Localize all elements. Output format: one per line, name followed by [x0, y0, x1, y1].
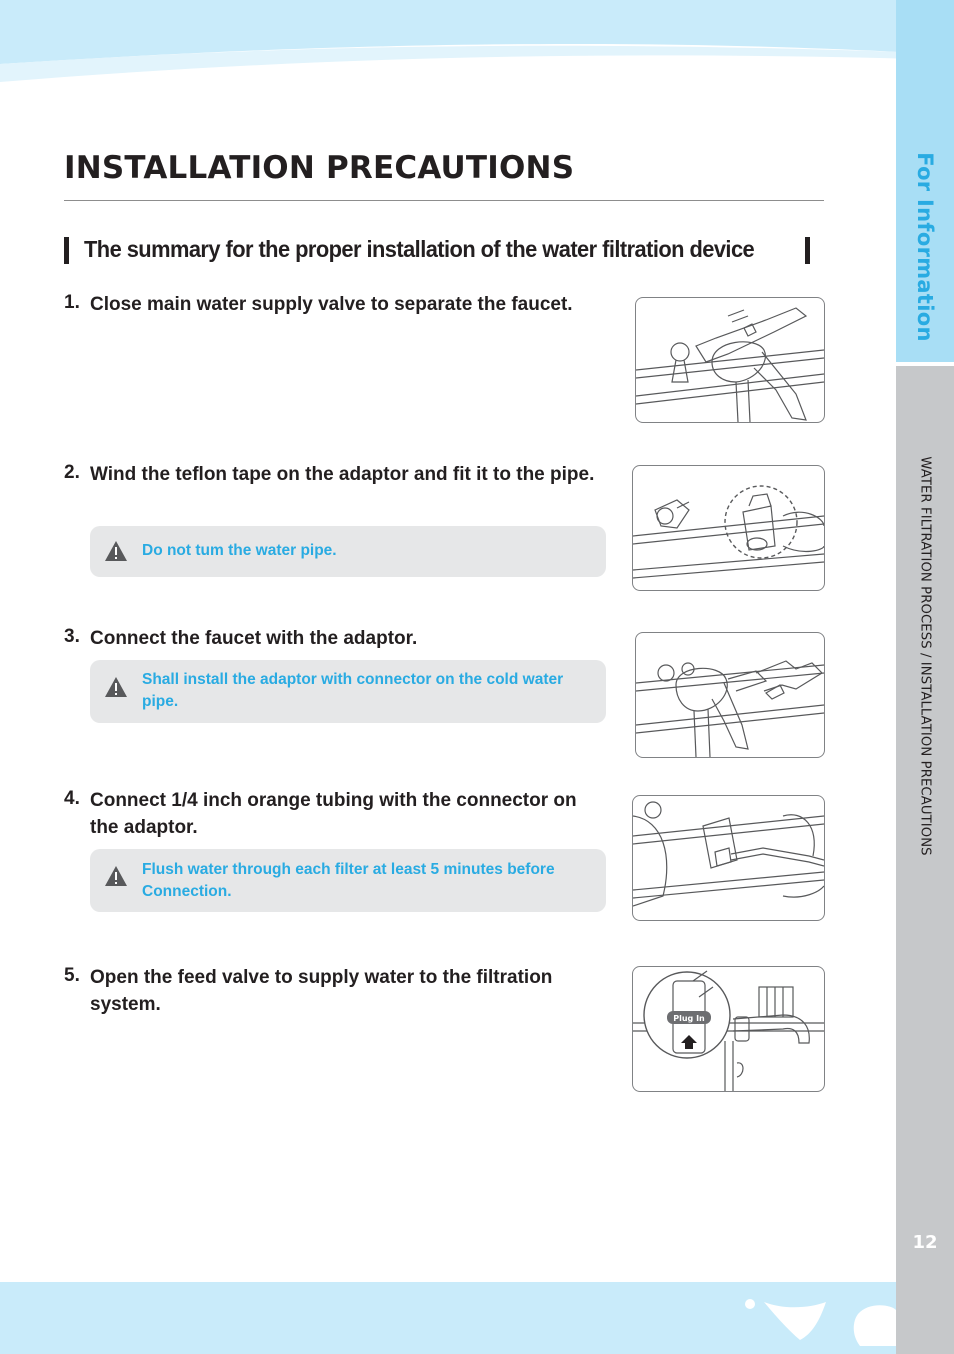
subtitle-bar-right — [805, 237, 810, 264]
step-4-note — [90, 849, 606, 912]
sidebar-section-label — [902, 392, 948, 920]
step-2-note — [90, 526, 606, 577]
sidebar-tab-text: For Information — [913, 152, 937, 342]
step-3-note-text: Shall install the adaptor with connector on the cold water pipe. — [142, 671, 564, 710]
step-1-text: Close main water supply valve to separate the faucet. — [90, 294, 573, 315]
step-2-illustration — [632, 465, 825, 591]
feed-valve-icon — [633, 967, 824, 1091]
step-3-number: 3. — [64, 626, 80, 647]
warning-triangle-icon — [104, 540, 128, 562]
adaptor-teflon-icon — [633, 466, 824, 590]
section-subtitle: The summary for the proper installation of the water filtration device — [84, 236, 755, 262]
step-4-note-text: Flush water through each filter at least 5 minutes before Connection. — [142, 861, 555, 900]
step-4-number: 4. — [64, 788, 80, 809]
faucet-adaptor-icon — [636, 633, 824, 757]
water-drop-decoration — [740, 1290, 896, 1346]
step-1-illustration — [635, 297, 825, 423]
step-5-illustration — [632, 966, 825, 1092]
step-5-text: Open the feed valve to supply water to the filtration system. — [90, 967, 553, 1015]
subtitle-bar-left — [64, 237, 69, 264]
faucet-wrench-icon — [636, 298, 824, 422]
page-number: 12 — [912, 1232, 938, 1253]
step-2-text: Wind the teflon tape on the adaptor and fit it to the pipe. — [90, 464, 595, 485]
header-wave-decoration — [0, 0, 954, 90]
step-2-number: 2. — [64, 462, 80, 483]
tubing-connector-icon — [633, 796, 824, 920]
warning-triangle-icon — [104, 865, 128, 887]
step-4-text: Connect 1/4 inch orange tubing with the connector on the adaptor. — [90, 790, 577, 838]
page-title: INSTALLATION PRECAUTIONS — [64, 150, 575, 186]
step-5-number: 5. — [64, 965, 80, 986]
step-3-text: Connect the faucet with the adaptor. — [90, 628, 418, 649]
sidebar-section-text: WATER FILTRATION PROCESS / INSTALLATION PRECAUTIONS — [917, 456, 933, 856]
sidebar-tab-label — [902, 152, 948, 342]
step-4-illustration — [632, 795, 825, 921]
title-divider — [64, 200, 824, 201]
step-3-note — [90, 660, 606, 723]
step-3-illustration — [635, 632, 825, 758]
step-2-note-text: Do not tum the water pipe. — [142, 542, 337, 559]
step-1-number: 1. — [64, 292, 80, 313]
warning-triangle-icon — [104, 676, 128, 698]
plug-in-label: Plug In — [673, 1014, 705, 1023]
